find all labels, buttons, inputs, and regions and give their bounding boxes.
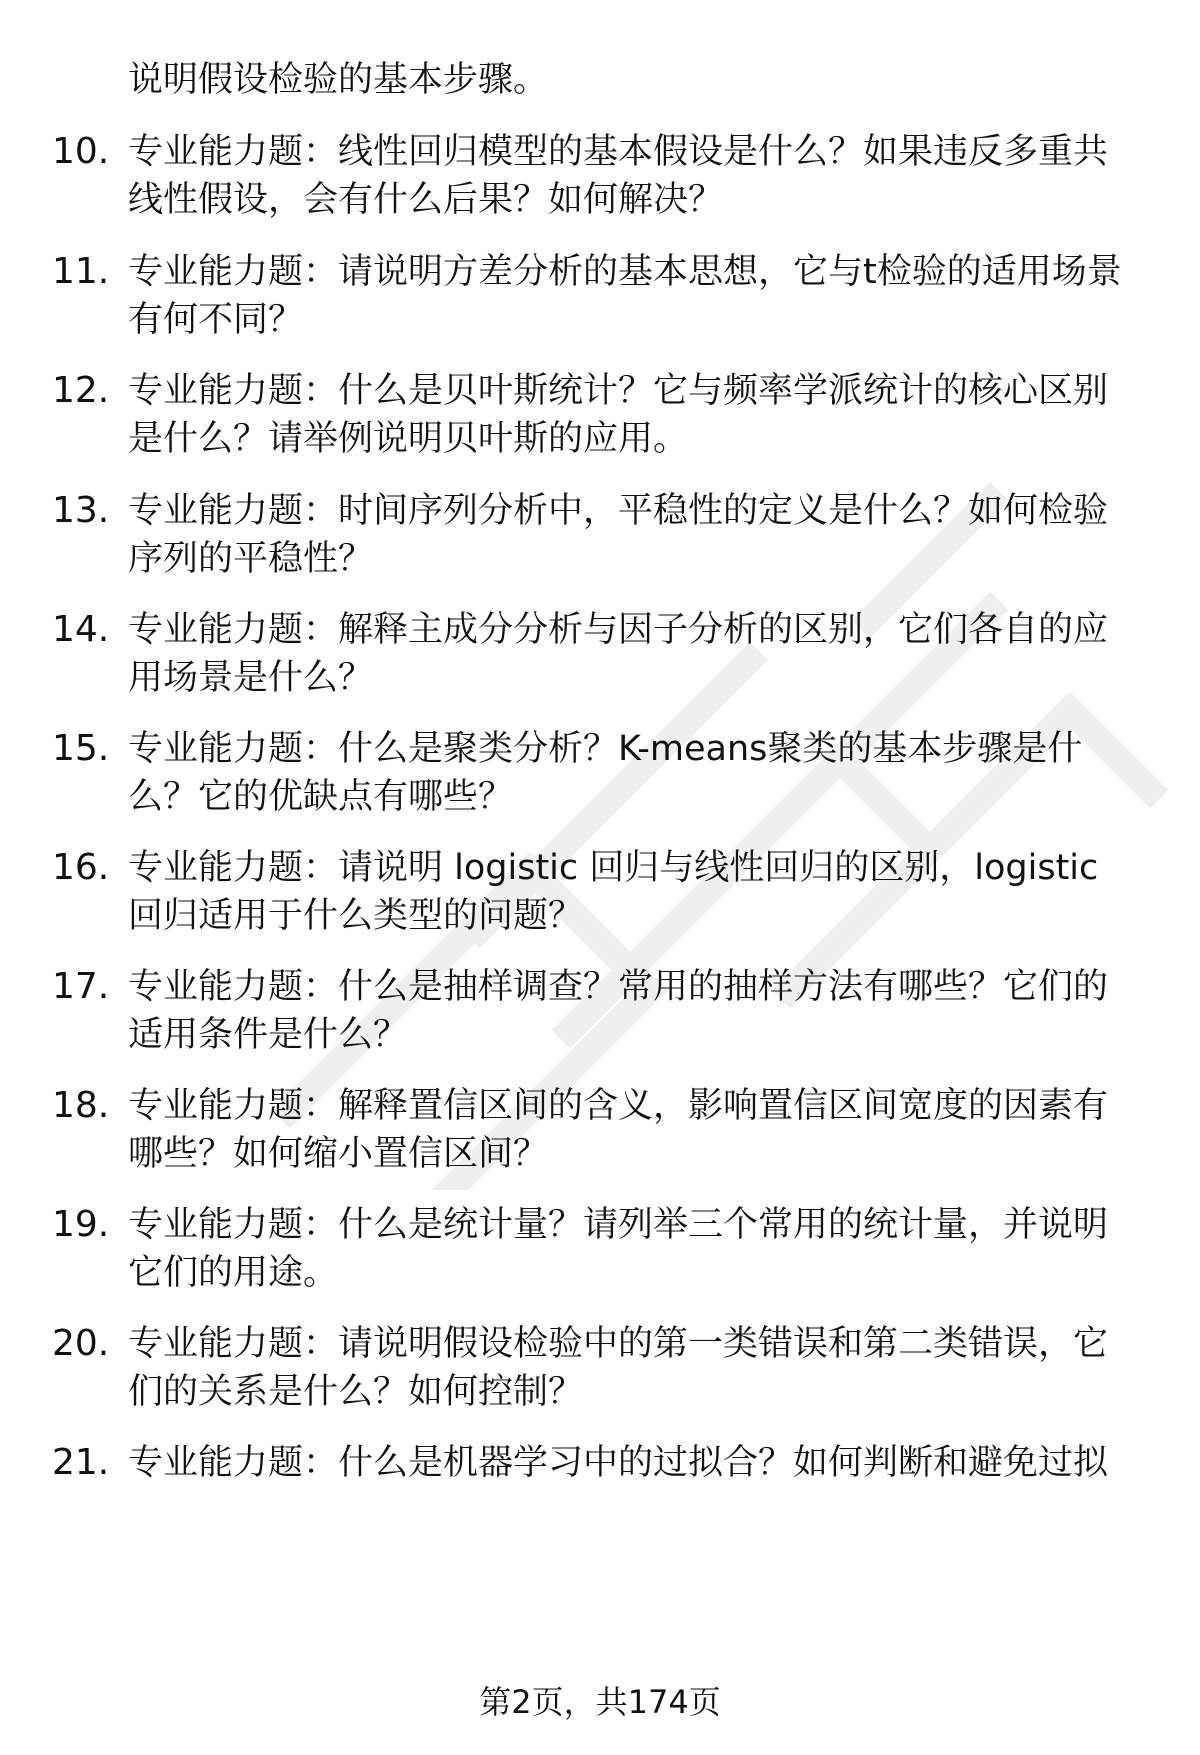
question-text: 专业能力题：线性回归模型的基本假设是什么？如果违反多重共 线性假设，会有什么后果？如何解决？ (128, 132, 1109, 220)
question-number: 13. (52, 490, 110, 531)
question-text: 专业能力题：什么是贝叶斯统计？它与频率学派统计的核心区别 是什么？请举例说明贝叶斯的应用。 (128, 371, 1109, 459)
question-text: 专业能力题：什么是抽样调查？常用的抽样方法有哪些？它们的 适用条件是什么？ (128, 967, 1109, 1055)
question-text: 专业能力题：请说明 logistic 回归与线性回归的区别，logistic 回归适用于什么类型的问题？ (128, 848, 1099, 936)
question-number: 18. (52, 1085, 110, 1126)
question-text: 专业能力题：请说明方差分析的基本思想，它与t检验的适用场景 有何不同？ (128, 252, 1122, 340)
question-number: 15. (52, 728, 110, 769)
question-text: 专业能力题：时间序列分析中，平稳性的定义是什么？如何检验 序列的平稳性？ (128, 491, 1109, 579)
question-number: 16. (52, 847, 110, 888)
question-number: 17. (52, 966, 110, 1007)
question-text: 专业能力题：什么是统计量？请列举三个常用的统计量，并说明 它们的用途。 (128, 1205, 1109, 1293)
question-number: 20. (52, 1323, 110, 1364)
intro-text: 说明假设检验的基本步骤。 (128, 60, 549, 100)
question-number: 12. (52, 370, 110, 411)
question-text: 专业能力题：什么是机器学习中的过拟合？如何判断和避免过拟 (128, 1443, 1109, 1483)
question-text: 专业能力题：什么是聚类分析？K-means聚类的基本步骤是什 么？它的优缺点有哪些？ (128, 729, 1083, 817)
question-number: 14. (52, 609, 110, 650)
page-footer: 第2页，共174页 (479, 1683, 721, 1721)
question-number: 11. (52, 251, 110, 292)
question-number: 10. (52, 131, 110, 172)
question-text: 专业能力题：解释置信区间的含义，影响置信区间宽度的因素有 哪些？如何缩小置信区间？ (128, 1086, 1109, 1174)
question-text: 专业能力题：请说明假设检验中的第一类错误和第二类错误，它 们的关系是什么？如何控制？ (128, 1324, 1109, 1412)
question-number: 21. (52, 1442, 110, 1483)
question-number: 19. (52, 1204, 110, 1245)
question-text: 专业能力题：解释主成分分析与因子分析的区别，它们各自的应 用场景是什么？ (128, 610, 1109, 698)
